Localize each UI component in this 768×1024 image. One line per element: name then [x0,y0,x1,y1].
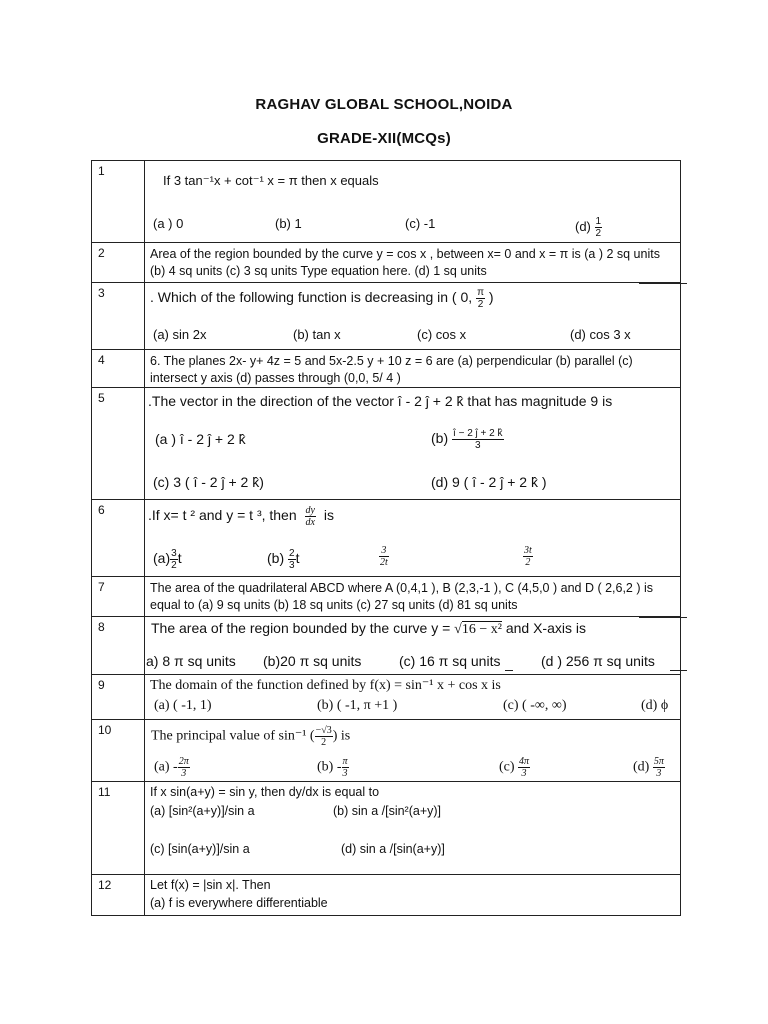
denominator: 3 [656,768,662,779]
numerator: 3 [171,548,177,559]
question-cell [145,161,681,243]
option-b-label: (b) [267,550,285,567]
question-text: The domain of the function defined by f(x) = sin⁻¹ x + cos x is [150,678,501,693]
question-cell [145,617,681,675]
numerator: π [342,756,348,767]
school-name: RAGHAV GLOBAL SCHOOL,NOIDA [255,96,513,113]
option-c: (c) 16 π sq units [399,653,501,669]
table-row [92,283,681,350]
numerator: −√3 [315,725,332,736]
option-d: (d) 9 ( î - 2 ĵ + 2 k̂ ) [431,474,547,490]
question-text: 6. The planes 2x- y+ 4z = 5 and 5x-2.5 y + 10 z = 6 are (a) perpendicular (b) parallel (c) intersect y axis (d) passes through (0,0, 5/ 4 ) [150,354,633,385]
question-text: Let f(x) = |sin x|. Then [150,878,271,892]
option-b: (b) ( -1, π +1 ) [317,698,398,713]
rule-line [505,670,513,671]
question-number: 7 [92,577,145,617]
denominator: 2 [525,557,531,568]
radicand: 16 − x² [461,622,502,637]
denominator: 3 [521,768,527,779]
question-number: 8 [92,617,145,675]
option-d [523,545,533,568]
option-a: (a) [sin²(a+y)]/sin a [150,804,255,818]
numerator: 2π [178,756,189,767]
question-text-pre: . Which of the following function is decreasing in ( 0, [150,289,473,306]
option-a [153,548,182,571]
table-row [92,243,681,283]
question-cell [145,283,681,350]
numerator: 1 [595,216,602,227]
option-a: (a) ( -1, 1) [154,698,212,713]
option-b: (b) 1 [275,216,302,231]
fraction [379,545,389,568]
numerator: π [477,287,484,298]
option-d [575,216,602,239]
question-cell [145,782,681,875]
option-d [633,756,665,779]
question-number: 4 [92,350,145,388]
option-a-label: (a) [153,550,171,567]
question-number: 2 [92,243,145,283]
option-b [317,756,349,779]
option-b: (b) sin a /[sin²(a+y)] [333,804,442,818]
denominator: dx [305,517,315,528]
fraction [305,505,316,528]
fraction [595,216,603,239]
denominator: 2 [171,560,177,571]
denominator: 3 [474,440,481,451]
option-b [431,428,504,451]
fraction [342,756,349,779]
question-number: 5 [92,388,145,500]
denominator: 3 [342,768,348,779]
table-row [92,782,681,875]
question-text [150,287,494,310]
option-d: (d ) 256 π sq units [541,653,655,669]
question-text: .The vector in the direction of the vector î - 2 ĵ + 2 k̂ that has magnitude 9 is [148,393,613,409]
question-text: If x sin(a+y) = sin y, then dy/dx is equal to [150,785,380,799]
question-cell [145,577,681,617]
question-text-post: ) is [332,728,351,744]
question-cell [145,720,681,782]
option-a-label: (a) - [154,759,178,775]
question-number: 6 [92,500,145,577]
table-row [92,161,681,243]
denominator: 2 [595,228,602,239]
rule-line [639,283,687,284]
fraction [288,548,296,571]
question-cell [145,388,681,500]
option-d: (d) sin a /[sin(a+y)] [341,842,445,856]
mcq-table [91,160,681,916]
question-number: 1 [92,161,145,243]
option-b-label: (b) [431,430,449,447]
fraction [523,545,533,568]
question-number: 3 [92,283,145,350]
option-b [267,548,299,571]
fraction [452,428,503,451]
fraction [178,756,190,779]
numerator: 3 [379,545,389,557]
fraction [518,756,530,779]
denominator: 2 [477,299,484,310]
denominator: 3 [289,560,295,571]
numerator: 2 [289,548,295,559]
question-text [151,725,350,748]
question-text-pre: The principal value of sin⁻¹ ( [151,728,315,744]
fraction [170,548,178,571]
question-text-pre: The area of the region bounded by the curve y = [151,620,451,636]
question-number: 11 [92,782,145,875]
option-b-label: (b) - [317,759,342,775]
table-row [92,350,681,388]
table-row [92,720,681,782]
fraction [315,725,333,748]
option-b: (b) tan x [293,327,341,342]
table-row [92,500,681,577]
question-text-post: ) [488,289,494,306]
table-row [92,675,681,720]
numerator: dy [305,505,315,516]
option-c: (c) cos x [417,327,467,342]
numerator: 4π [519,756,530,767]
option-b-variable: t [295,550,300,567]
option-c: (c) [sin(a+y)]/sin a [150,842,250,856]
option-d-label: (d) [633,759,650,775]
option-c [499,756,530,779]
option-c: (c) ( -∞, ∞) [503,698,567,713]
question-text: If 3 tan⁻¹x + cot⁻¹ x = π then x equals [163,173,379,188]
document-title: GRADE-XII(MCQs) [317,130,451,147]
option-d: (d) cos 3 x [570,327,631,342]
numerator: î − 2 ĵ + 2 k̂ [453,428,503,439]
denominator: 3 [181,768,187,779]
option-c-label: (c) [499,759,515,775]
option-c [379,545,389,568]
option-d: (d) ϕ [641,698,669,713]
question-text: The area of the quadrilateral ABCD where A (0,4,1 ), B (2,3,-1 ), C (4,5,0 ) and D ( 2,6,2 ) is equal to (a) 9 sq units (b) 18 sq units (c) 27 sq units (d) 81 sq units [150,581,654,612]
table-row [92,617,681,675]
option-a [154,756,190,779]
fraction [653,756,665,779]
option-a: a) 8 π sq units [146,653,236,669]
question-text [148,505,334,528]
question-cell [145,675,681,720]
option-a: (a ) î - 2 ĵ + 2 k̂ [155,431,246,447]
option-c: (c) 3 ( î - 2 ĵ + 2 k̂) [153,474,264,490]
numerator: 3t [524,545,532,556]
option-a: (a ) 0 [153,216,184,231]
fraction [476,287,485,310]
option-b: (b)20 π sq units [263,653,362,669]
numerator: 5π [653,756,664,767]
option-a: (a) sin 2x [153,327,207,342]
sqrt-expression: √16 − x² [454,622,502,637]
denominator: 2t [380,557,388,568]
option-c: (c) -1 [405,216,436,231]
table-row [92,577,681,617]
question-cell [145,500,681,577]
question-number: 10 [92,720,145,782]
table-row [92,388,681,500]
question-cell [145,875,681,916]
rule-line [639,617,687,618]
question-text-post: is [323,507,334,524]
question-text-post: and X-axis is [505,620,586,636]
option-a: (a) f is everywhere differentiable [150,896,328,910]
question-text-pre: .If x= t ² and y = t ³, then [148,507,297,524]
denominator: 2 [321,737,327,748]
question-number: 9 [92,675,145,720]
question-text [151,620,586,638]
option-d-label: (d) [575,218,591,234]
question-text: Area of the region bounded by the curve y = cos x , between x= 0 and x = π is (a ) 2 sq units (b) 4 sq units (c) 3 sq units Type equation here. (d) 1 sq units [150,247,660,278]
question-number: 12 [92,875,145,916]
option-a-variable: t [177,550,182,567]
table-row [92,875,681,916]
rule-line [670,670,687,671]
question-cell [145,350,681,388]
question-cell [145,243,681,283]
